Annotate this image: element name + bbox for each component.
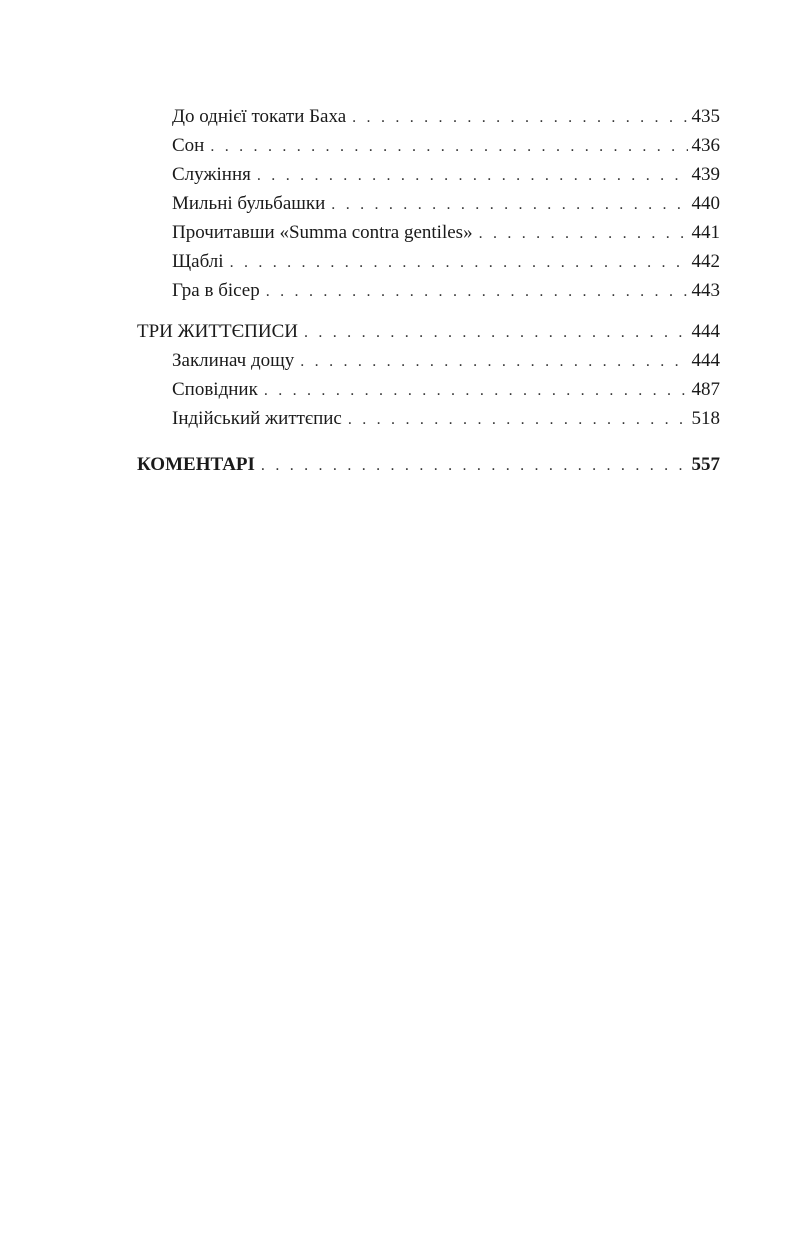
toc-entry-title: До однієї токати Баха bbox=[172, 106, 347, 127]
toc-entry-title: Щаблі bbox=[172, 251, 224, 272]
dot-leader bbox=[230, 248, 688, 277]
toc-entry-page: 436 bbox=[691, 135, 720, 156]
toc-entry-title: Сповідник bbox=[172, 379, 258, 400]
toc-entry-page: 444 bbox=[691, 321, 720, 342]
toc-entry-page: 444 bbox=[691, 350, 720, 371]
toc-entry bbox=[137, 404, 720, 433]
dot-leader bbox=[331, 190, 687, 219]
toc-entry-title: Сон bbox=[172, 135, 205, 156]
toc-entry-page: 518 bbox=[691, 408, 720, 429]
toc-section-title: КОМЕНТАРІ bbox=[137, 454, 255, 475]
toc-entry-page: 557 bbox=[691, 454, 720, 475]
dot-leader bbox=[304, 318, 688, 347]
dot-leader bbox=[210, 132, 687, 161]
toc-entry bbox=[137, 160, 720, 189]
dot-leader bbox=[266, 277, 688, 306]
toc-entry bbox=[137, 346, 720, 375]
toc-entry-page: 439 bbox=[691, 164, 720, 185]
dot-leader bbox=[479, 219, 688, 248]
toc-entry bbox=[137, 189, 720, 218]
toc-section-entry bbox=[137, 450, 720, 479]
toc-entry-page: 440 bbox=[691, 193, 720, 214]
toc-entry-page: 443 bbox=[691, 280, 720, 301]
toc-entry bbox=[137, 131, 720, 160]
toc-entry-title: Гра в бісер bbox=[172, 280, 260, 301]
dot-leader bbox=[348, 405, 688, 434]
toc-entry-title: Мильні бульбашки bbox=[172, 193, 326, 214]
toc-entry-title: Прочитавши «Summa contra gentiles» bbox=[172, 222, 473, 243]
toc-entry bbox=[137, 218, 720, 247]
toc-entry bbox=[137, 247, 720, 276]
toc-entry-title: Заклинач дощу bbox=[172, 350, 295, 371]
dot-leader bbox=[352, 103, 687, 132]
toc-entry bbox=[137, 102, 720, 131]
toc-entry-page: 442 bbox=[691, 251, 720, 272]
toc-section-entry bbox=[137, 317, 720, 346]
dot-leader bbox=[264, 376, 688, 405]
toc-entry-page: 441 bbox=[691, 222, 720, 243]
toc-entry bbox=[137, 375, 720, 404]
toc-entry-page: 487 bbox=[691, 379, 720, 400]
toc-entry bbox=[137, 276, 720, 305]
dot-leader bbox=[261, 451, 688, 480]
dot-leader bbox=[257, 161, 688, 190]
toc-entry-page: 435 bbox=[691, 106, 720, 127]
toc-entry-title: Індійський життєпис bbox=[172, 408, 342, 429]
toc-section-title: ТРИ ЖИТТЄПИСИ bbox=[137, 321, 298, 342]
table-of-contents bbox=[137, 102, 720, 479]
toc-entry-title: Служіння bbox=[172, 164, 251, 185]
dot-leader bbox=[300, 347, 687, 376]
